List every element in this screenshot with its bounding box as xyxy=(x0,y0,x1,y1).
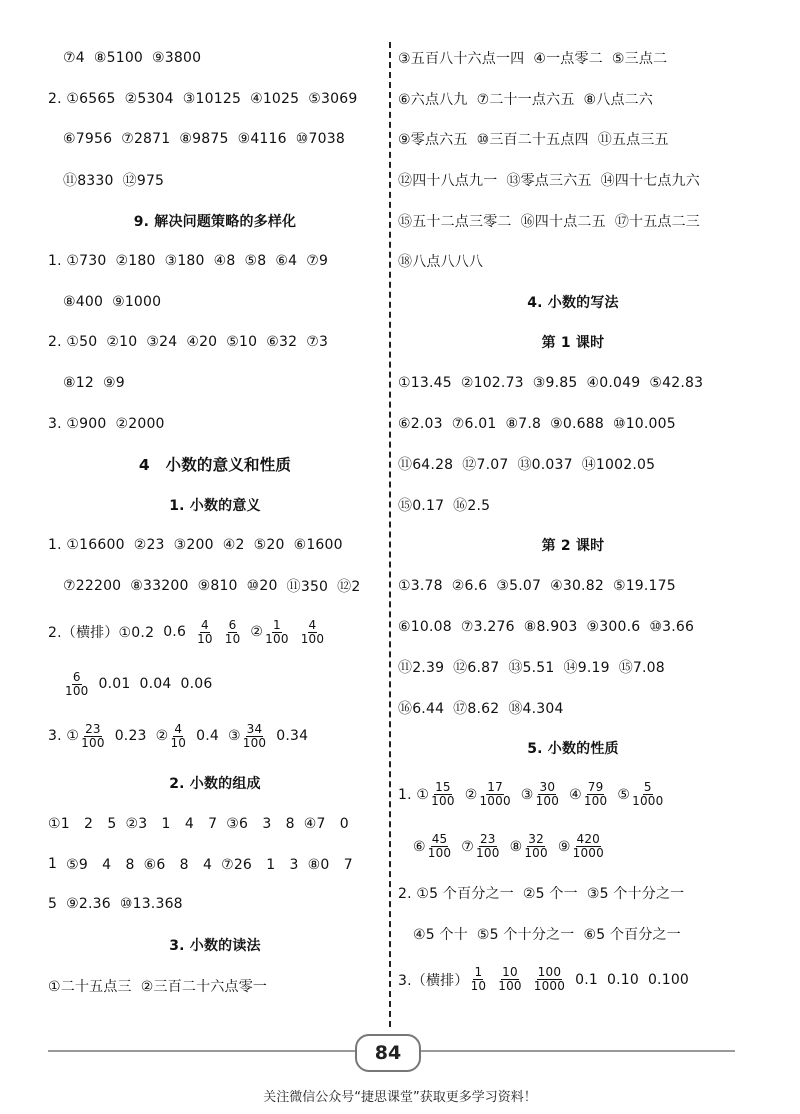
fraction-numerator: 4 xyxy=(308,617,317,632)
answer-item: ⑤三点二 xyxy=(611,51,668,68)
fraction-numerator: 5 xyxy=(643,780,652,795)
section-heading: 2. 小数的组成 xyxy=(169,775,261,792)
answer-item: ⑥10.08 xyxy=(398,618,452,635)
fraction-numerator: 17 xyxy=(487,780,503,795)
answer-text: 0.100 xyxy=(647,971,690,988)
answer-item: ③9.85 xyxy=(532,375,578,392)
answer-item xyxy=(617,781,664,808)
fraction-denominator: 100 xyxy=(498,979,522,994)
section-heading: 3. 小数的读法 xyxy=(169,937,261,954)
fraction-denominator: 10 xyxy=(197,631,213,646)
answer-text: ③ xyxy=(227,728,241,745)
answer-item: ⑫7.07 xyxy=(462,457,509,474)
answer-item: ⑪64.28 xyxy=(398,457,454,474)
answer-line xyxy=(398,821,748,873)
answer-item: ②23 xyxy=(133,537,165,554)
answer-line xyxy=(48,803,382,844)
answer-item: ⑭9.19 xyxy=(563,660,610,677)
fraction-numerator: 23 xyxy=(85,721,101,736)
answer-item: ⑧9875 xyxy=(179,131,229,148)
answer-line xyxy=(398,79,748,120)
answer-item: ②5 个一 xyxy=(522,885,578,902)
answer-line xyxy=(48,710,382,762)
answer-line xyxy=(398,485,748,526)
fraction xyxy=(242,723,268,750)
answer-item: ③180 xyxy=(164,253,205,270)
answer-line xyxy=(48,965,382,1006)
answer-item xyxy=(648,972,689,988)
answer-item: ⑨810 xyxy=(197,578,238,595)
answer-line xyxy=(48,658,382,710)
answer-item xyxy=(532,966,566,993)
answer-item: ⑥7956 xyxy=(63,131,113,148)
answer-item: ⑰8.62 xyxy=(453,700,500,717)
answer-line xyxy=(48,403,382,444)
fraction xyxy=(572,833,605,860)
fraction-denominator: 10 xyxy=(470,979,487,994)
fraction-numerator: 420 xyxy=(576,832,601,847)
answer-item: ⑪2.39 xyxy=(398,660,445,677)
answer-item xyxy=(180,676,212,692)
answer-item: ⑧0 7 xyxy=(307,856,353,873)
fraction-denominator: 1000 xyxy=(533,979,566,994)
answer-item xyxy=(413,833,452,860)
fraction-denominator: 100 xyxy=(535,794,560,809)
answer-item: ①二十五点三 xyxy=(48,978,132,995)
answer-item xyxy=(575,972,598,988)
fraction-denominator: 100 xyxy=(81,735,105,750)
answer-item: ③24 xyxy=(146,334,178,351)
answer-item: ④30.82 xyxy=(550,578,604,595)
section-heading: 1. 小数的意义 xyxy=(169,497,261,514)
answer-item xyxy=(195,619,214,646)
answer-item: ⑱4.304 xyxy=(508,700,564,717)
answer-line xyxy=(48,606,382,658)
answer-item: ⑭四十七点九六 xyxy=(600,173,701,190)
fraction-numerator: 4 xyxy=(174,721,183,736)
fraction xyxy=(430,781,456,808)
answer-item: ⑤10 xyxy=(226,334,258,351)
chapter-title: 4 小数的意义和性质 xyxy=(138,456,292,475)
answer-item: ⑥六点八九 xyxy=(398,91,468,108)
answer-item: ⑤5 个十分之一 xyxy=(476,926,575,943)
answer-line xyxy=(398,954,748,1006)
fraction-denominator: 100 xyxy=(427,846,452,861)
answer-item xyxy=(276,728,308,744)
answer-item: ⑧8.903 xyxy=(523,618,578,635)
left-column xyxy=(48,38,382,1006)
answer-item: ⑫6.87 xyxy=(453,660,500,677)
answer-text: 3.（横排） xyxy=(398,972,469,989)
answer-item: ④8 xyxy=(213,253,236,270)
answer-item: ⑤8 xyxy=(244,253,267,270)
answer-item: ⑱八点八八八 xyxy=(398,254,484,271)
fraction xyxy=(497,966,523,993)
answer-item: ⑬0.037 xyxy=(517,457,573,474)
answer-item: ⑨300.6 xyxy=(586,618,641,635)
answer-item: ⑦3 xyxy=(306,334,329,351)
fraction-denominator: 100 xyxy=(476,846,500,861)
section-heading: 9. 解决问题策略的多样化 xyxy=(133,213,297,230)
answer-item: ⑥2.03 xyxy=(398,415,443,432)
answer-text: 0.23 xyxy=(114,728,147,745)
answer-item xyxy=(156,723,187,750)
answer-item: ⑤9 4 8 xyxy=(66,856,135,873)
answer-item: ⑧八点二六 xyxy=(583,91,654,108)
answer-item: ⑧400 xyxy=(63,293,104,310)
answer-item: ⑯6.44 xyxy=(398,700,445,717)
answer-item: ⑪五点三五 xyxy=(597,132,669,149)
answer-item xyxy=(465,781,512,808)
answer-line xyxy=(48,119,382,160)
answer-item xyxy=(496,966,523,993)
answer-text: 0.34 xyxy=(276,728,309,745)
answer-text: 0.6 xyxy=(163,624,187,641)
fraction-denominator: 100 xyxy=(524,846,548,861)
fraction xyxy=(535,781,561,808)
page-number-badge xyxy=(355,1034,421,1072)
answer-line xyxy=(48,566,382,607)
answer-line xyxy=(48,79,382,120)
answer-item: ⑨零点六五 xyxy=(398,132,468,149)
answer-item: ①1 2 5 xyxy=(48,816,117,833)
answer-item: ⑦9 xyxy=(306,253,329,270)
footer-note: 关注微信公众号“捷思课堂”获取更多学习资料！ xyxy=(263,1090,537,1105)
answer-item: ⑦6.01 xyxy=(451,415,497,432)
fraction-numerator: 79 xyxy=(587,780,604,795)
fraction-denominator: 100 xyxy=(65,683,89,698)
answer-item: ③5.07 xyxy=(496,578,542,595)
answer-line xyxy=(398,38,748,79)
answer-item: ⑬5.51 xyxy=(508,660,555,677)
answer-text: ⑧ xyxy=(509,838,523,855)
answer-text: ③ xyxy=(520,786,534,803)
answer-line xyxy=(398,647,748,688)
answer-text: 1. ① xyxy=(398,786,430,803)
answer-item: ⑦22200 xyxy=(63,578,122,595)
fraction xyxy=(475,833,501,860)
fraction xyxy=(224,619,242,646)
answer-line xyxy=(48,844,382,885)
answer-item: ③5 个十分之一 xyxy=(586,885,685,902)
answer-item: ⑤19.175 xyxy=(612,578,676,595)
answer-item: ②6.6 xyxy=(451,578,488,595)
answer-item xyxy=(569,781,608,808)
answer-item: ⑫2 xyxy=(337,579,361,596)
answer-item xyxy=(607,972,639,988)
fraction xyxy=(300,619,326,646)
answer-item xyxy=(510,833,549,860)
fraction-numerator: 4 xyxy=(200,617,209,632)
answer-text: 0.01 xyxy=(98,676,131,693)
answer-item xyxy=(299,619,326,646)
answer-text: 3. ① xyxy=(48,728,80,745)
answer-item xyxy=(223,619,242,646)
answer-item: ⑤3069 xyxy=(308,90,358,107)
fraction-numerator: 15 xyxy=(435,780,451,795)
answer-item: 1. ①16600 xyxy=(48,537,125,554)
answer-item: ⑧12 xyxy=(63,375,94,392)
answer-item: ⑪8330 xyxy=(63,173,114,190)
answer-item xyxy=(99,676,131,692)
answer-item: ④1025 xyxy=(250,90,300,107)
answer-item: ④0.049 xyxy=(586,375,641,392)
fraction-numerator: 10 xyxy=(502,965,518,980)
answer-line xyxy=(398,119,748,160)
answer-item: ⑦3.276 xyxy=(460,618,515,635)
answer-line xyxy=(48,282,382,323)
fraction xyxy=(478,781,511,808)
answer-line xyxy=(48,322,382,363)
answer-line xyxy=(398,873,748,914)
answer-item xyxy=(63,671,90,698)
answer-item: ⑦2871 xyxy=(121,131,171,148)
answer-item: ⑤42.83 xyxy=(649,375,704,392)
answer-item: ⑤20 xyxy=(253,537,285,554)
section-heading: 5. 小数的性质 xyxy=(527,741,619,758)
answer-item: ②102.73 xyxy=(460,375,524,392)
fraction-numerator: 30 xyxy=(539,780,556,795)
fraction xyxy=(80,723,106,750)
answer-item: ②三百二十六点零一 xyxy=(140,978,268,995)
answer-line xyxy=(48,884,382,925)
answer-item: ⑰十五点二三 xyxy=(614,213,701,230)
answer-line xyxy=(48,525,382,566)
answer-item: 2. ①5 个百分之一 xyxy=(398,885,514,902)
answer-item: ⑦二十一点六五 xyxy=(476,91,575,108)
answer-line xyxy=(398,160,748,201)
answer-line xyxy=(398,444,748,485)
answer-item: ②2000 xyxy=(115,415,165,432)
answer-item: ④7 0 xyxy=(303,816,349,833)
answer-item: 1 xyxy=(48,855,58,872)
answer-item: 1. ①730 xyxy=(48,253,107,270)
answer-line xyxy=(398,200,748,241)
fraction xyxy=(196,619,214,646)
answer-text: ② xyxy=(250,624,264,641)
answer-text: ⑨ xyxy=(557,838,571,855)
answer-item: ⑯2.5 xyxy=(453,497,491,514)
answer-item: ④一点零二 xyxy=(533,51,603,68)
answer-item: 5 xyxy=(48,896,58,913)
fraction-denominator: 100 xyxy=(583,794,608,809)
answer-item xyxy=(558,833,605,860)
section-heading: 第 1 课时 xyxy=(541,335,605,352)
answer-line xyxy=(398,606,748,647)
answer-item: ⑨4116 xyxy=(237,131,287,148)
answer-item: ⑥5 个百分之一 xyxy=(583,926,681,943)
answer-item: ②3 1 4 7 xyxy=(125,816,218,833)
answer-item: ④5 个十 xyxy=(413,926,468,943)
answer-item: ⑥6 8 4 xyxy=(143,856,213,873)
fraction-denominator: 10 xyxy=(170,735,187,750)
answer-text: ⑦ xyxy=(461,838,475,855)
answer-item xyxy=(250,619,289,646)
answer-item: ⑥4 xyxy=(275,253,298,270)
answer-item: ⑩20 xyxy=(246,578,278,595)
fraction-numerator: 45 xyxy=(431,832,448,847)
fraction-numerator: 1 xyxy=(273,617,281,632)
answer-text: 0.1 xyxy=(575,971,598,988)
fraction-numerator: 34 xyxy=(246,721,263,736)
answer-line xyxy=(398,688,748,729)
section-heading: 第 2 课时 xyxy=(541,538,605,555)
answer-item: 2. ①50 xyxy=(48,334,98,351)
answer-line xyxy=(48,38,382,79)
answer-text: ⑥ xyxy=(413,838,426,855)
answer-item: ⑫975 xyxy=(122,173,165,190)
answer-item: ⑨1000 xyxy=(112,293,162,310)
answer-line xyxy=(398,769,748,821)
fraction-numerator: 1 xyxy=(474,965,483,980)
fraction-denominator: 100 xyxy=(265,631,289,646)
answer-item xyxy=(48,723,106,750)
answer-item: ⑩10.005 xyxy=(612,415,676,432)
answer-line xyxy=(398,913,748,954)
fraction xyxy=(64,671,90,698)
answer-item xyxy=(398,966,487,993)
fraction-denominator: 1000 xyxy=(632,794,664,809)
fraction-numerator: 100 xyxy=(537,965,562,980)
answer-item: ⑬零点三六五 xyxy=(506,173,592,190)
answer-text: 0.10 xyxy=(606,971,639,988)
page-number: 84 xyxy=(374,1042,402,1064)
fraction-numerator: 6 xyxy=(72,669,81,684)
answer-item: ⑩13.368 xyxy=(119,896,183,913)
answer-item xyxy=(140,676,172,692)
answer-text: 2.（横排）①0.2 xyxy=(48,625,155,642)
answer-text: ⑤ xyxy=(617,786,631,803)
answer-item: ⑨9 xyxy=(102,375,125,392)
answer-item xyxy=(115,728,147,744)
answer-line xyxy=(398,566,748,607)
answer-item: ②10 xyxy=(106,334,138,351)
answer-item: ②180 xyxy=(115,253,156,270)
answer-item: ①13.45 xyxy=(398,375,452,392)
fraction-denominator: 1000 xyxy=(572,846,604,861)
answer-item: ②5304 xyxy=(124,90,174,107)
answer-item: ⑭1002.05 xyxy=(581,457,656,474)
answer-item: ⑥1600 xyxy=(293,537,343,554)
answer-text: ④ xyxy=(569,786,582,803)
answer-text: 0.06 xyxy=(180,676,213,693)
fraction-denominator: 10 xyxy=(224,631,241,646)
answer-item: ④2 xyxy=(222,537,245,554)
answer-text: 0.04 xyxy=(139,676,172,693)
answer-item: 3. ①900 xyxy=(48,415,107,432)
fraction xyxy=(427,833,453,860)
answer-item: ⑨0.688 xyxy=(550,415,604,432)
answer-item: ④20 xyxy=(186,334,218,351)
answer-item: ⑨2.36 xyxy=(66,896,111,913)
answer-item: ⑩3.66 xyxy=(649,618,695,635)
answer-line xyxy=(48,160,382,201)
column-divider xyxy=(389,42,391,1027)
answer-item: ⑦26 1 3 xyxy=(221,856,299,873)
answer-item: ⑫四十八点九一 xyxy=(398,173,498,190)
answer-item: ③10125 xyxy=(182,90,242,107)
answer-item xyxy=(461,833,500,860)
answer-item: ①3.78 xyxy=(398,578,443,595)
fraction xyxy=(169,723,187,750)
answer-line xyxy=(398,403,748,444)
answer-item: ③200 xyxy=(173,537,214,554)
answer-item xyxy=(196,728,219,744)
answer-item: ⑩7038 xyxy=(295,131,345,148)
answer-item: ⑦4 xyxy=(63,50,85,67)
answer-item: ⑮五十二点三零二 xyxy=(398,213,512,230)
answer-line xyxy=(48,241,382,282)
answer-item: ⑩三百二十五点四 xyxy=(476,132,589,149)
answer-text: ② xyxy=(155,728,169,745)
answer-item: ⑥32 xyxy=(266,334,298,351)
fraction-denominator: 100 xyxy=(242,735,267,750)
answer-item: ⑪350 xyxy=(286,579,329,596)
answer-item xyxy=(398,781,456,808)
fraction xyxy=(533,966,566,993)
fraction-numerator: 23 xyxy=(479,832,496,847)
fraction-denominator: 100 xyxy=(300,631,325,646)
fraction-denominator: 100 xyxy=(431,794,455,809)
right-column xyxy=(398,38,748,1006)
fraction xyxy=(470,966,488,993)
answer-item: ⑧33200 xyxy=(130,578,189,595)
answer-item: ③五百八十六点一四 xyxy=(398,51,525,68)
answer-item: ⑮7.08 xyxy=(618,660,665,677)
answer-line xyxy=(398,363,748,404)
section-heading: 4. 小数的写法 xyxy=(527,294,619,311)
fraction xyxy=(523,833,549,860)
answer-item: 2. ①6565 xyxy=(48,90,116,107)
answer-item: ⑧7.8 xyxy=(505,415,542,432)
answer-item: ⑯四十点二五 xyxy=(520,213,606,230)
answer-item xyxy=(521,781,560,808)
fraction xyxy=(631,781,664,808)
answer-text: 0.4 xyxy=(196,728,219,745)
fraction xyxy=(583,781,609,808)
answer-line xyxy=(398,241,748,282)
answer-item: ⑧5100 xyxy=(93,50,144,67)
answer-item: ⑮0.17 xyxy=(398,497,445,514)
answer-item: ⑨3800 xyxy=(152,50,202,67)
fraction-denominator: 1000 xyxy=(479,794,511,809)
answer-item xyxy=(163,624,186,640)
fraction-numerator: 32 xyxy=(528,832,544,847)
answer-item xyxy=(48,622,154,642)
answer-item xyxy=(228,723,267,750)
answer-text: ② xyxy=(464,786,478,803)
fraction xyxy=(264,619,290,646)
answer-item: ③6 3 8 xyxy=(226,816,295,833)
answer-line xyxy=(48,363,382,404)
fraction-numerator: 6 xyxy=(228,617,237,632)
